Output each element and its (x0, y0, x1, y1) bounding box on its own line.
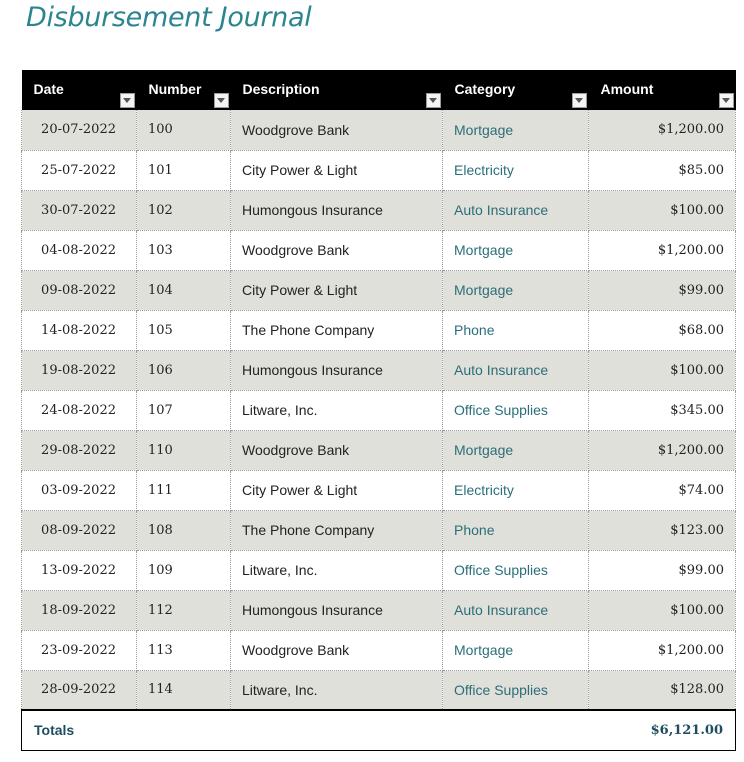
filter-dropdown-icon[interactable] (120, 93, 135, 108)
column-header-amount (589, 70, 736, 110)
page-title: Disbursement Journal (26, 2, 312, 33)
table-row (22, 270, 736, 310)
category-cell[interactable]: Mortgage (443, 630, 589, 670)
table-row (22, 510, 736, 550)
number-cell[interactable]: 102 (137, 190, 231, 230)
table-row (22, 430, 736, 470)
table-row (22, 150, 736, 190)
date-cell[interactable]: 23-09-2022 (22, 630, 137, 670)
category-cell[interactable]: Phone (443, 310, 589, 350)
table-row (22, 110, 736, 150)
category-cell[interactable]: Phone (443, 510, 589, 550)
date-cell[interactable]: 18-09-2022 (22, 590, 137, 630)
amount-cell[interactable]: $100.00 (589, 350, 736, 390)
totals-row (22, 710, 736, 750)
date-cell[interactable]: 04-08-2022 (22, 230, 137, 270)
category-cell[interactable]: Mortgage (443, 110, 589, 150)
number-cell[interactable]: 108 (137, 510, 231, 550)
category-cell[interactable]: Office Supplies (443, 550, 589, 590)
amount-cell[interactable]: $1,200.00 (589, 630, 736, 670)
number-cell[interactable]: 110 (137, 430, 231, 470)
table-row (22, 470, 736, 510)
description-cell[interactable]: Woodgrove Bank (231, 630, 443, 670)
amount-cell[interactable]: $99.00 (589, 270, 736, 310)
number-cell[interactable]: 104 (137, 270, 231, 310)
table-row (22, 310, 736, 350)
header-label: Number (148, 81, 202, 97)
description-cell[interactable]: City Power & Light (231, 270, 443, 310)
table-row (22, 390, 736, 430)
column-header-number (137, 70, 231, 110)
description-cell[interactable]: Humongous Insurance (231, 590, 443, 630)
table-row (22, 590, 736, 630)
number-cell[interactable]: 107 (137, 390, 231, 430)
description-cell[interactable]: City Power & Light (231, 150, 443, 190)
description-cell[interactable]: Humongous Insurance (231, 190, 443, 230)
amount-cell[interactable]: $100.00 (589, 190, 736, 230)
description-cell[interactable]: Woodgrove Bank (231, 230, 443, 270)
category-cell[interactable]: Office Supplies (443, 670, 589, 710)
category-cell[interactable]: Auto Insurance (443, 190, 589, 230)
header-label: Category (454, 81, 516, 97)
category-cell[interactable]: Office Supplies (443, 390, 589, 430)
description-cell[interactable]: The Phone Company (231, 510, 443, 550)
number-cell[interactable]: 105 (137, 310, 231, 350)
date-cell[interactable]: 13-09-2022 (22, 550, 137, 590)
date-cell[interactable]: 08-09-2022 (22, 510, 137, 550)
number-cell[interactable]: 106 (137, 350, 231, 390)
totals-empty-cell[interactable] (137, 710, 231, 750)
category-cell[interactable]: Mortgage (443, 270, 589, 310)
category-cell[interactable]: Auto Insurance (443, 590, 589, 630)
table-row (22, 550, 736, 590)
header-label: Description (242, 81, 320, 97)
category-cell[interactable]: Electricity (443, 150, 589, 190)
number-cell[interactable]: 101 (137, 150, 231, 190)
table-row (22, 230, 736, 270)
date-cell[interactable]: 30-07-2022 (22, 190, 137, 230)
filter-dropdown-icon[interactable] (572, 93, 587, 108)
number-cell[interactable]: 114 (137, 670, 231, 710)
date-cell[interactable]: 14-08-2022 (22, 310, 137, 350)
filter-dropdown-icon[interactable] (719, 93, 734, 108)
description-cell[interactable]: Litware, Inc. (231, 670, 443, 710)
header-label: Amount (600, 81, 654, 97)
amount-cell[interactable]: $1,200.00 (589, 230, 736, 270)
category-cell[interactable]: Electricity (443, 470, 589, 510)
number-cell[interactable]: 112 (137, 590, 231, 630)
date-cell[interactable]: 19-08-2022 (22, 350, 137, 390)
number-cell[interactable]: 111 (137, 470, 231, 510)
date-cell[interactable]: 24-08-2022 (22, 390, 137, 430)
amount-cell[interactable]: $85.00 (589, 150, 736, 190)
date-cell[interactable]: 29-08-2022 (22, 430, 137, 470)
date-cell[interactable]: 09-08-2022 (22, 270, 137, 310)
date-cell[interactable]: 20-07-2022 (22, 110, 137, 150)
totals-label[interactable]: Totals (22, 710, 137, 750)
category-cell[interactable]: Auto Insurance (443, 350, 589, 390)
description-cell[interactable]: City Power & Light (231, 470, 443, 510)
number-cell[interactable]: 100 (137, 110, 231, 150)
table-row (22, 670, 736, 710)
disbursement-table (21, 70, 736, 751)
column-header-description (231, 70, 443, 110)
table-row (22, 190, 736, 230)
description-cell[interactable]: Litware, Inc. (231, 390, 443, 430)
header-row (22, 70, 736, 110)
amount-cell[interactable]: $123.00 (589, 510, 736, 550)
amount-cell[interactable]: $68.00 (589, 310, 736, 350)
description-cell[interactable]: The Phone Company (231, 310, 443, 350)
number-cell[interactable]: 113 (137, 630, 231, 670)
category-cell[interactable]: Mortgage (443, 230, 589, 270)
amount-cell[interactable]: $100.00 (589, 590, 736, 630)
date-cell[interactable]: 28-09-2022 (22, 670, 137, 710)
amount-cell[interactable]: $1,200.00 (589, 110, 736, 150)
amount-cell[interactable]: $345.00 (589, 390, 736, 430)
amount-cell[interactable]: $1,200.00 (589, 430, 736, 470)
totals-amount[interactable]: $6,121.00 (589, 710, 736, 750)
description-cell[interactable]: Litware, Inc. (231, 550, 443, 590)
table-row (22, 630, 736, 670)
totals-empty-cell[interactable] (443, 710, 589, 750)
column-header-date (22, 70, 137, 110)
header-label: Date (33, 81, 64, 97)
totals-empty-cell[interactable] (231, 710, 443, 750)
date-cell[interactable]: 25-07-2022 (22, 150, 137, 190)
number-cell[interactable]: 109 (137, 550, 231, 590)
description-cell[interactable]: Woodgrove Bank (231, 430, 443, 470)
amount-cell[interactable]: $99.00 (589, 550, 736, 590)
amount-cell[interactable]: $128.00 (589, 670, 736, 710)
description-cell[interactable]: Woodgrove Bank (231, 110, 443, 150)
description-cell[interactable]: Humongous Insurance (231, 350, 443, 390)
filter-dropdown-icon[interactable] (426, 93, 441, 108)
column-header-category (443, 70, 589, 110)
amount-cell[interactable]: $74.00 (589, 470, 736, 510)
filter-dropdown-icon[interactable] (214, 93, 229, 108)
number-cell[interactable]: 103 (137, 230, 231, 270)
date-cell[interactable]: 03-09-2022 (22, 470, 137, 510)
category-cell[interactable]: Mortgage (443, 430, 589, 470)
table-row (22, 350, 736, 390)
